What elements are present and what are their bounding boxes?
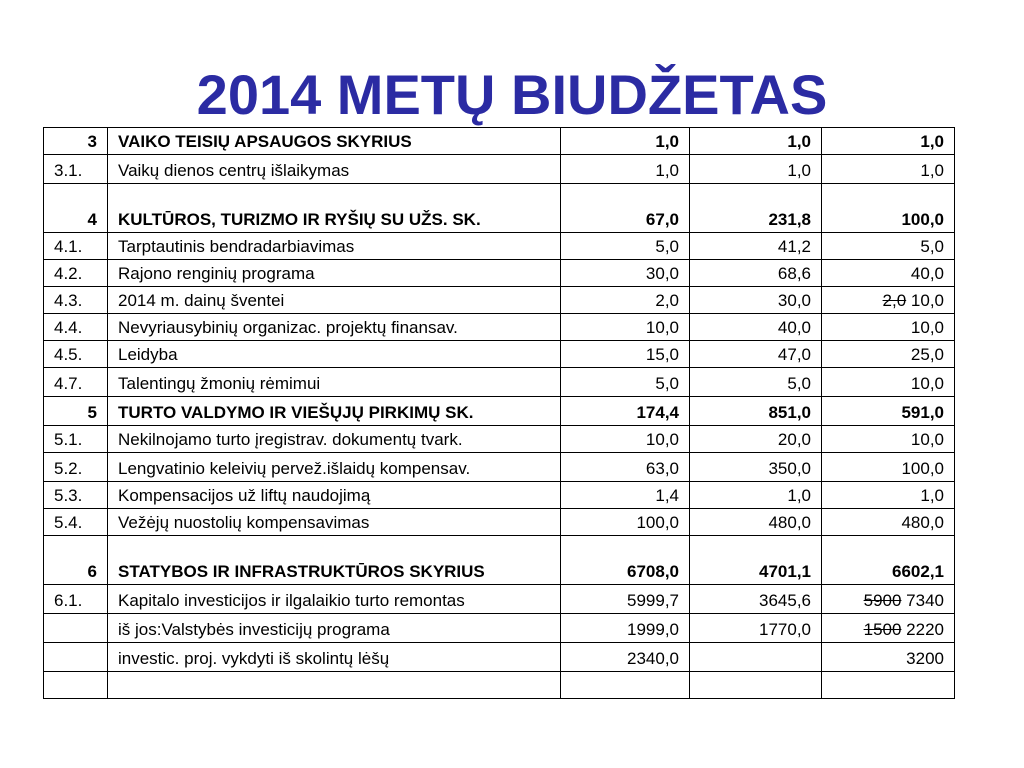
empty-cell — [561, 672, 690, 699]
value-col-1: 5999,7 — [561, 585, 690, 614]
struck-value: 1500 — [863, 620, 902, 639]
row-number: 4.7. — [44, 368, 108, 397]
value-col-2: 1,0 — [690, 155, 822, 184]
value-col-1: 15,0 — [561, 341, 690, 368]
value-col-3: 10,0 — [822, 314, 955, 341]
table-row-section — [44, 184, 955, 233]
value-col-3: 5,0 — [822, 233, 955, 260]
row-name: Tarptautinis bendradarbiavimas — [108, 233, 561, 260]
value-col-2 — [690, 643, 822, 672]
value-col-1: 2,0 — [561, 287, 690, 314]
page-title: 2014 METŲ BIUDŽETAS — [196, 63, 828, 126]
value-col-3: 10,0 — [822, 426, 955, 453]
row-name: Vežėjų nuostolių kompensavimas — [108, 509, 561, 536]
row-number: 6 — [44, 536, 108, 585]
empty-cell — [44, 672, 108, 699]
table-row — [44, 453, 955, 482]
row-number: 5.2. — [44, 453, 108, 482]
value-col-2: 1,0 — [690, 128, 822, 155]
value-col-1: 100,0 — [561, 509, 690, 536]
row-name: Leidyba — [108, 341, 561, 368]
table-row-empty — [44, 672, 955, 699]
row-number: 5.4. — [44, 509, 108, 536]
value-col-2: 41,2 — [690, 233, 822, 260]
table-row — [44, 260, 955, 287]
value-col-2: 350,0 — [690, 453, 822, 482]
value-col-1: 63,0 — [561, 453, 690, 482]
row-number: 3.1. — [44, 155, 108, 184]
value-col-1: 2340,0 — [561, 643, 690, 672]
value-col-2: 1,0 — [690, 482, 822, 509]
value-col-2: 30,0 — [690, 287, 822, 314]
value-col-3 — [822, 287, 955, 314]
table-row-section — [44, 128, 955, 155]
table-row — [44, 482, 955, 509]
row-name: Vaikų dienos centrų išlaikymas — [108, 155, 561, 184]
value-col-3: 100,0 — [822, 453, 955, 482]
row-number — [44, 614, 108, 643]
row-number: 4.2. — [44, 260, 108, 287]
value-col-3: 1,0 — [822, 482, 955, 509]
value-col-2: 3645,6 — [690, 585, 822, 614]
value-col-1: 174,4 — [561, 397, 690, 426]
table-row-section — [44, 397, 955, 426]
value-col-1: 30,0 — [561, 260, 690, 287]
struck-value: 2,0 — [882, 291, 907, 310]
corrected-value: 10,0 — [910, 291, 944, 310]
table-row — [44, 368, 955, 397]
row-number: 5.3. — [44, 482, 108, 509]
value-col-2: 851,0 — [690, 397, 822, 426]
row-number: 6.1. — [44, 585, 108, 614]
value-col-1: 1999,0 — [561, 614, 690, 643]
empty-cell — [108, 672, 561, 699]
row-name: Talentingų žmonių rėmimui — [108, 368, 561, 397]
row-number: 4.3. — [44, 287, 108, 314]
value-col-2: 47,0 — [690, 341, 822, 368]
empty-cell — [690, 672, 822, 699]
table-row — [44, 233, 955, 260]
value-col-1: 6708,0 — [561, 536, 690, 585]
row-number — [44, 643, 108, 672]
value-col-3: 40,0 — [822, 260, 955, 287]
table-row — [44, 155, 955, 184]
row-number: 3 — [44, 128, 108, 155]
row-name: Nekilnojamo turto įregistrav. dokumentų tvark. — [108, 426, 561, 453]
struck-value: 5900 — [863, 591, 902, 610]
value-col-3: 591,0 — [822, 397, 955, 426]
value-col-2: 20,0 — [690, 426, 822, 453]
value-col-3: 10,0 — [822, 368, 955, 397]
row-number: 4 — [44, 184, 108, 233]
row-name: VAIKO TEISIŲ APSAUGOS SKYRIUS — [108, 128, 561, 155]
value-col-3: 1,0 — [822, 128, 955, 155]
value-col-1: 10,0 — [561, 426, 690, 453]
value-col-3: 100,0 — [822, 184, 955, 233]
table-row — [44, 287, 955, 314]
value-col-3: 25,0 — [822, 341, 955, 368]
table-row — [44, 614, 955, 643]
row-name: STATYBOS IR INFRASTRUKTŪROS SKYRIUS — [108, 536, 561, 585]
row-name: iš jos:Valstybės investicijų programa — [108, 614, 561, 643]
row-name: Kapitalo investicijos ir ilgalaikio turto remontas — [108, 585, 561, 614]
value-col-2: 5,0 — [690, 368, 822, 397]
value-col-1: 10,0 — [561, 314, 690, 341]
value-col-2: 4701,1 — [690, 536, 822, 585]
value-col-3: 1,0 — [822, 155, 955, 184]
row-name: Rajono renginių programa — [108, 260, 561, 287]
value-col-1: 1,4 — [561, 482, 690, 509]
row-number: 5 — [44, 397, 108, 426]
row-number: 4.4. — [44, 314, 108, 341]
table-row — [44, 341, 955, 368]
value-col-1: 1,0 — [561, 155, 690, 184]
row-name: investic. proj. vykdyti iš skolintų lėšų — [108, 643, 561, 672]
row-number: 5.1. — [44, 426, 108, 453]
value-col-3 — [822, 585, 955, 614]
table-row — [44, 509, 955, 536]
row-name: Nevyriausybinių organizac. projektų finansav. — [108, 314, 561, 341]
row-name: KULTŪROS, TURIZMO IR RYŠIŲ SU UŽS. SK. — [108, 184, 561, 233]
value-col-3: 480,0 — [822, 509, 955, 536]
table-row-section — [44, 536, 955, 585]
value-col-1: 5,0 — [561, 368, 690, 397]
table-row — [44, 585, 955, 614]
value-col-2: 231,8 — [690, 184, 822, 233]
row-name: Lengvatinio keleivių pervež.išlaidų kompensav. — [108, 453, 561, 482]
budget-table — [43, 127, 955, 699]
value-col-1: 5,0 — [561, 233, 690, 260]
value-col-2: 480,0 — [690, 509, 822, 536]
table-row — [44, 426, 955, 453]
table-row — [44, 314, 955, 341]
value-col-3: 3200 — [822, 643, 955, 672]
value-col-1: 1,0 — [561, 128, 690, 155]
row-number: 4.5. — [44, 341, 108, 368]
corrected-value: 7340 — [906, 591, 944, 610]
value-col-1: 67,0 — [561, 184, 690, 233]
value-col-3 — [822, 614, 955, 643]
row-name: Kompensacijos už liftų naudojimą — [108, 482, 561, 509]
row-name: TURTO VALDYMO IR VIEŠŲJŲ PIRKIMŲ SK. — [108, 397, 561, 426]
value-col-2: 40,0 — [690, 314, 822, 341]
row-name: 2014 m. dainų šventei — [108, 287, 561, 314]
row-number: 4.1. — [44, 233, 108, 260]
value-col-3: 6602,1 — [822, 536, 955, 585]
empty-cell — [822, 672, 955, 699]
value-col-2: 1770,0 — [690, 614, 822, 643]
corrected-value: 2220 — [906, 620, 944, 639]
table-row — [44, 643, 955, 672]
value-col-2: 68,6 — [690, 260, 822, 287]
